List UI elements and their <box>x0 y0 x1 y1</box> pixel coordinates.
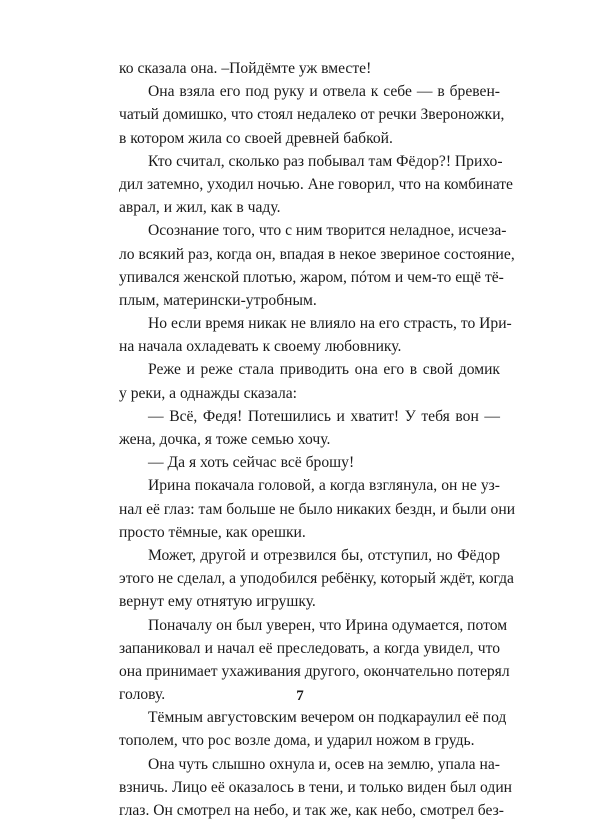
text-line: аврал, и жил, как в чаду. <box>119 199 281 217</box>
text-line: ко сказала она. –Пойдёмте уж вместе! <box>119 60 372 77</box>
text-line: в котором жила со своей древней бабкой. <box>119 129 393 147</box>
text-line: вернут ему отнятую игрушку. <box>119 593 316 611</box>
text-line: — Да я хоть сейчас всё брошу! <box>148 454 355 472</box>
text-line: нал её глаз: там больше не было никаких бездн, и были они <box>119 500 516 518</box>
text-line: Она взяла его под руку и отвела к себе — в бревен- <box>148 83 500 101</box>
text-line: Осознание того, что с ним творится неладное, исчеза- <box>148 222 507 240</box>
text-line: Поначалу он был уверен, что Ирина одумается, потом <box>148 616 508 634</box>
text-line: глаз. Он смотрел на небо, и так же, как небо, смотрел без- <box>119 802 504 819</box>
text-line: она принимает ухаживания другого, окончательно потерял <box>119 662 510 680</box>
text-line: Кто считал, сколько раз побывал там Фёдор?! Прихо- <box>148 152 503 170</box>
text-line: Но если время никак не влияло на его страсть, то Ири- <box>148 315 512 333</box>
page-number: 7 <box>296 688 304 704</box>
text-line: чатый домишко, что стоял недалеко от речки Звероножки, <box>119 106 505 124</box>
text-line: Реже и реже стала приводить она его в свой домик <box>148 361 500 379</box>
text-line: просто тёмные, как орешки. <box>119 523 306 541</box>
text-line: Она чуть слышно охнула и, осев на землю, упала на- <box>148 755 500 773</box>
body-text <box>119 57 516 822</box>
text-line: голову. <box>119 686 166 704</box>
text-line: — Всё, Федя! Потешились и хватит! У тебя вон — <box>148 407 500 425</box>
text-line: ло всякий раз, когда он, впадая в некое звериное состояние, <box>119 245 515 263</box>
text-line: запаниковал и начал её преследовать, а когда увидел, что <box>119 639 500 657</box>
text-line: плым, матерински-утробным. <box>119 291 317 309</box>
text-line: упивался женской плотью, жаром, пóтом и чем-то ещё тё- <box>119 268 504 286</box>
text-line: Ирина покачала головой, а когда взглянула, он не уз- <box>148 477 500 495</box>
text-line: жена, дочка, я тоже семью хочу. <box>119 431 331 448</box>
text-line: дил затемно, уходил ночью. Ане говорил, что на комбинате <box>119 175 513 193</box>
text-line: этого не сделал, а уподобился ребёнку, который ждёт, когда <box>119 570 514 588</box>
text-line: тополем, что рос возле дома, и ударил ножом в грудь. <box>119 732 475 750</box>
text-line: взничь. Лицо её оказалось в тени, и только виден был один <box>119 778 513 796</box>
text-line: у реки, а однажды сказала: <box>119 384 298 402</box>
text-line: на начала охладевать к своему любовнику. <box>119 338 402 356</box>
text-line: Тёмным августовским вечером он подкараулил её под <box>148 709 507 727</box>
text-line: Может, другой и отрезвился бы, отступил, но Фёдор <box>148 546 500 564</box>
